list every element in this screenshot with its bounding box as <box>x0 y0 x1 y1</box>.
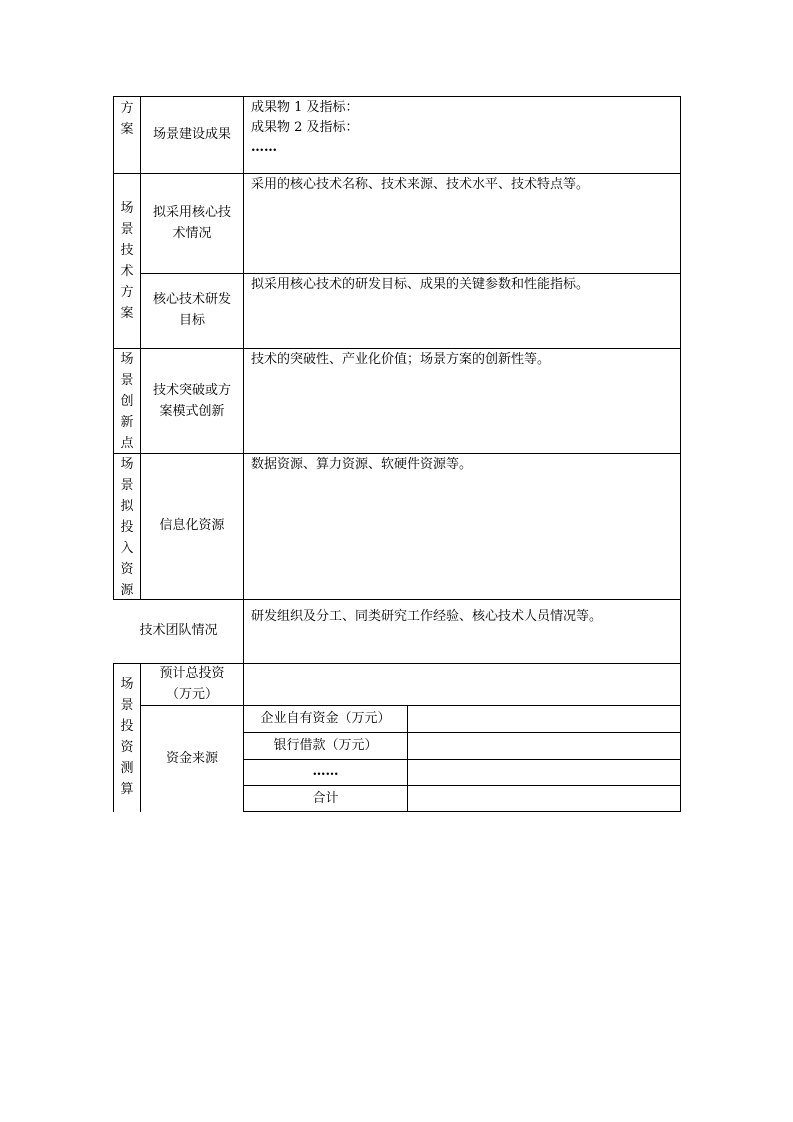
section-char: 资 <box>120 740 134 755</box>
section-char: 点 <box>120 436 134 451</box>
section-char: 案 <box>120 122 134 137</box>
row-line-9 <box>243 759 681 760</box>
label-it-resources: 信息化资源 <box>159 518 225 533</box>
section-char: 资 <box>120 562 134 577</box>
section-char: 景 <box>120 373 134 388</box>
section-char: 场 <box>120 677 134 692</box>
content-resources: 数据资源、算力资源、软硬件资源等。 <box>251 457 473 472</box>
section-char: 算 <box>120 782 134 797</box>
label-funding-source: 资金来源 <box>165 751 218 766</box>
results-line: …… <box>251 140 277 155</box>
section-char: 源 <box>120 583 134 598</box>
label-line: 技术突破或方 <box>152 383 231 398</box>
section-char: 景 <box>120 222 134 237</box>
label-line: 术情况 <box>172 226 212 241</box>
row-line-7 <box>140 705 681 706</box>
section-char: 测 <box>120 761 134 776</box>
section-char: 方 <box>120 101 134 116</box>
funding-row-name: 企业自有资金（万元） <box>260 711 391 726</box>
label-tech-team: 技术团队情况 <box>139 623 218 638</box>
section-tech-plan <box>114 198 140 324</box>
funding-row-name: 银行借款（万元） <box>273 738 378 753</box>
label-core-tech <box>141 202 243 244</box>
label-line: 目标 <box>178 313 205 328</box>
row-line-bottom <box>243 811 681 812</box>
label-total-investment <box>141 663 243 705</box>
content-innovation: 技术的突破性、产业化价值；场景方案的创新性等。 <box>251 352 551 367</box>
section-char: 技 <box>120 243 134 258</box>
content-core-tech: 采用的核心技术名称、技术来源、技术水平、技术特点等。 <box>251 177 590 192</box>
section-char: 入 <box>120 541 134 556</box>
label-line: 预计总投资 <box>159 666 225 681</box>
section-char: 场 <box>120 352 134 367</box>
label-scene-results: 场景建设成果 <box>152 127 231 142</box>
content-tech-team: 研发组织及分工、同类研究工作经验、核心技术人员情况等。 <box>251 609 603 624</box>
funding-row-name: 合计 <box>312 791 339 806</box>
row-line-top <box>113 96 681 97</box>
section-char: 场 <box>120 457 134 472</box>
section-char: 景 <box>120 478 134 493</box>
section-char: 投 <box>120 719 134 734</box>
section-investment <box>114 674 140 800</box>
section-char: 景 <box>120 698 134 713</box>
content-rd-target: 拟采用核心技术的研发目标、成果的关键参数和性能指标。 <box>251 277 590 292</box>
section-char: 术 <box>120 264 134 279</box>
label-innovation <box>141 380 243 422</box>
label-rd-target <box>141 289 243 331</box>
results-line: 成果物 2 及指标： <box>251 120 359 135</box>
label-line: 核心技术研发 <box>152 292 231 307</box>
section-resources <box>114 454 140 601</box>
section-char: 拟 <box>120 499 134 514</box>
section-char: 创 <box>120 394 134 409</box>
label-line: 案模式创新 <box>159 404 225 419</box>
section-char: 方 <box>120 285 134 300</box>
row-line-5 <box>113 599 681 600</box>
section-char: 场 <box>120 201 134 216</box>
row-line-10 <box>243 785 681 786</box>
section-char: 案 <box>120 306 134 321</box>
row-line-8 <box>243 732 681 733</box>
section-innovation <box>114 349 140 454</box>
label-line: 拟采用核心技 <box>152 205 231 220</box>
funding-row-name: …… <box>312 764 339 779</box>
section-char: 新 <box>120 415 134 430</box>
label-line: （万元） <box>165 687 218 702</box>
section-scheme <box>114 98 140 140</box>
section-char: 投 <box>120 520 134 535</box>
results-line: 成果物 1 及指标： <box>251 100 359 115</box>
